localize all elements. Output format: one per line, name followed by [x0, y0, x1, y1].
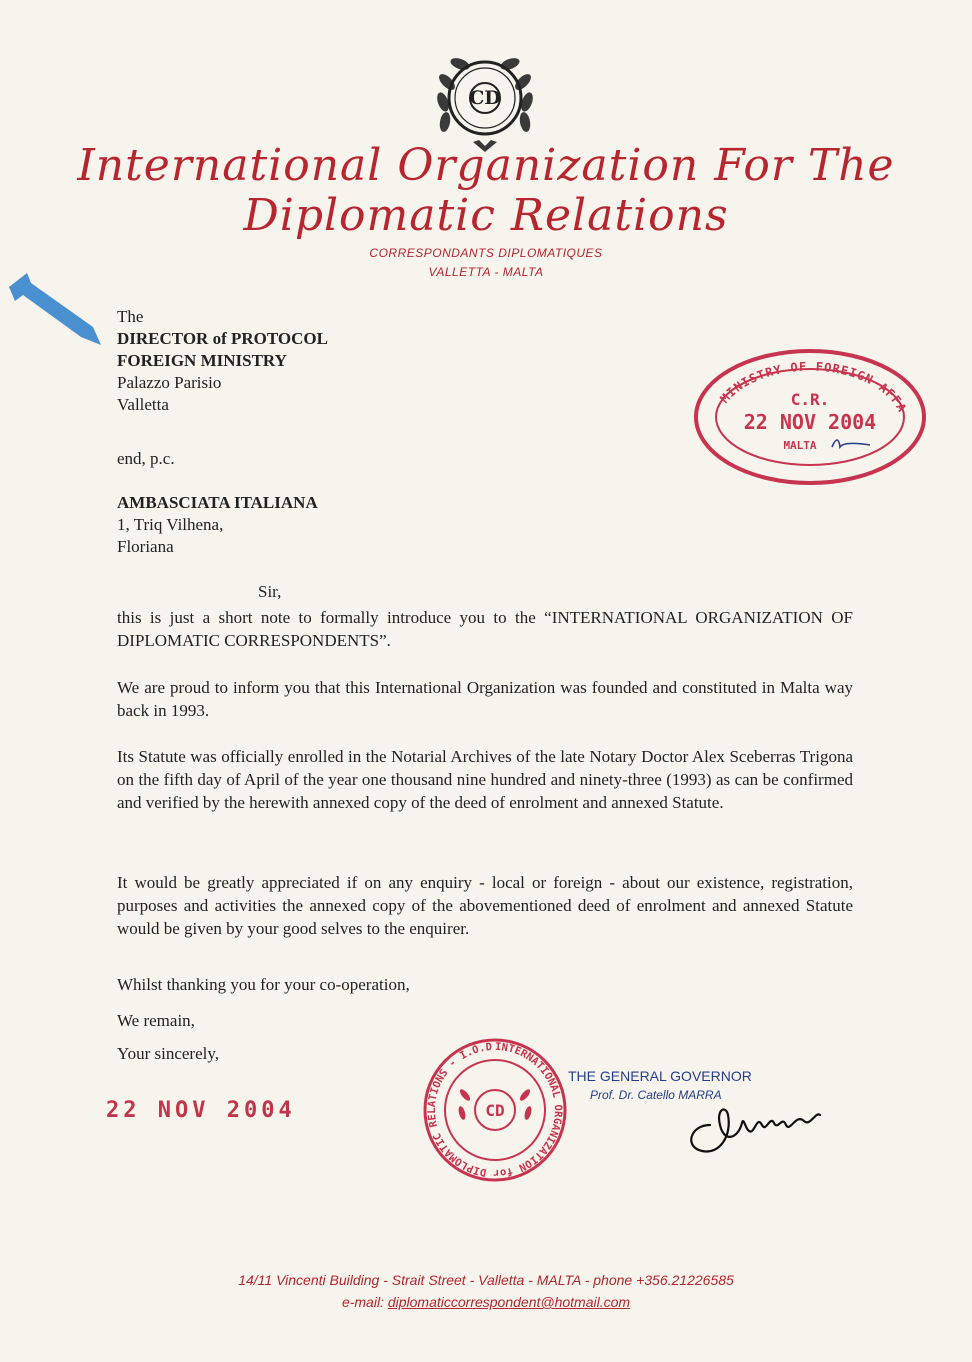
- body-paragraph: We are proud to inform you that this International Organization was founded and constituted in Malta way back in 1993.: [117, 678, 853, 720]
- signature: [680, 1085, 830, 1165]
- closing-line: Your sincerely,: [117, 1044, 219, 1063]
- body-paragraph: Its Statute was officially enrolled in the Notarial Archives of the late Notary Doctor Alex Sceberras Trigona on the fifth day of April of the year one thousand nine hundred and ninety-three (1993) as can be confirmed and verified by the herewith annexed copy of the deed of enrolment and annexed Statute.: [117, 747, 853, 812]
- cc-city: Floriana: [117, 537, 174, 556]
- letterhead-title-line1: International Organization For The: [77, 140, 895, 191]
- recipient-line: The: [117, 307, 144, 326]
- closing-line: Whilst thanking you for your co-operation,: [117, 975, 410, 994]
- footer-address: 14/11 Vincenti Building - Strait Street - Valletta - MALTA - phone +356.21226585: [238, 1272, 734, 1288]
- cc-address: [117, 492, 318, 558]
- official-seal: [420, 1035, 570, 1185]
- initials-signature: [832, 440, 870, 447]
- body-paragraph: It would be greatly appreciated if on any enquiry - local or foreign - about our existence, registration, purposes and activities the annexed copy of the abovementioned deed of enrolment and annexed Statute would be given by your good selves to the enquirer.: [117, 873, 853, 938]
- footer-email-line: [0, 1294, 972, 1310]
- logo-monogram: CD: [469, 87, 501, 109]
- recipient-line: Palazzo Parisio: [117, 373, 222, 392]
- received-stamp-ring-text: MINISTRY OF FOREIGN AFFA: [717, 359, 910, 415]
- received-stamp-code: C.R.: [790, 390, 830, 409]
- salutation: Sir,: [258, 582, 282, 601]
- signatory-name: Prof. Dr. Catello MARRA: [590, 1088, 722, 1102]
- recipient-line: FOREIGN MINISTRY: [117, 351, 287, 370]
- recipient-address: [117, 306, 328, 416]
- signatory-role: THE GENERAL GOVERNOR: [568, 1068, 752, 1084]
- recipient-line: Valletta: [117, 395, 169, 414]
- date-stamp: 22 NOV 2004: [106, 1098, 296, 1123]
- footer-email-label: e-mail:: [341, 1294, 384, 1310]
- cc-street: 1, Triq Vilhena,: [117, 515, 224, 534]
- letterhead-subtitle: CORRESPONDANTS DIPLOMATIQUES: [369, 246, 603, 260]
- letterhead-title-line2: Diplomatic Relations: [243, 190, 729, 241]
- arrow-icon: [5, 265, 105, 350]
- cc-label: end, p.c.: [117, 449, 175, 468]
- recipient-line: DIRECTOR of PROTOCOL: [117, 329, 328, 348]
- cc-name: AMBASCIATA ITALIANA: [117, 493, 318, 512]
- letterhead-location: VALLETTA - MALTA: [428, 265, 544, 279]
- closing-line: We remain,: [117, 1011, 195, 1030]
- footer-email-link[interactable]: diplomaticcorrespondent@hotmail.com: [387, 1294, 631, 1310]
- body-paragraph: this is just a short note to formally introduce you to the “INTERNATIONAL ORGANIZATION OF DIPLOMATIC CORRESPONDENTS”.: [117, 608, 853, 650]
- received-stamp-date: 22 NOV 2004: [743, 410, 877, 434]
- received-stamp-place: MALTA: [783, 439, 817, 452]
- seal-monogram: CD: [485, 1101, 505, 1120]
- seal-ring-text: INTERNATIONAL ORGANIZATION for DIPLOMATIC RELATIONS - I.O.D: [425, 1040, 565, 1180]
- received-stamp: [690, 345, 930, 490]
